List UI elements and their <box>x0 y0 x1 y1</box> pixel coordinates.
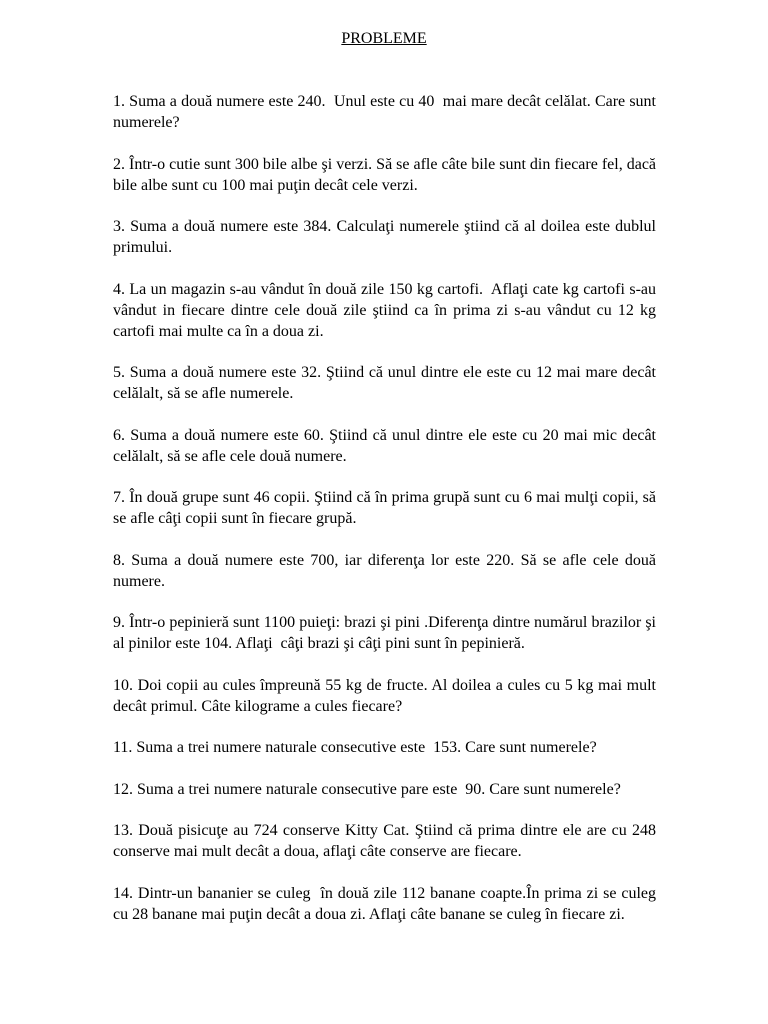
problem-10: 10. Doi copii au cules împreună 55 kg de fructe. Al doilea a cules cu 5 kg mai mult decât primul. Câte kilograme a cules fiecare? <box>113 676 660 715</box>
problem-9: 9. Într-o pepinieră sunt 1100 puieţi: brazi şi pini .Diferenţa dintre numărul brazilor şi al pinilor este 104. Aflaţi câţi brazi şi câţi pini sunt în pepinieră. <box>113 614 660 652</box>
problem-12: 12. Suma a trei numere naturale consecutive pare este 90. Care sunt numerele? <box>113 780 621 798</box>
problem-13: 13. Două pisicuţe au 724 conserve Kitty Cat. Ştiind că prima dintre ele are cu 248 conserve mai mult decât a doua, aflaţi câte conserve are fiecare. <box>113 822 660 860</box>
problem-4: 4. La un magazin s-au vândut în două zile 150 kg cartofi. Aflaţi cate kg cartofi s-au vândut in fiecare dintre cele două zile ştiind ca în prima zi s-au vândut cu 12 kg cartofi mai multe ca în a doua zi. <box>113 280 660 340</box>
problem-14: 14. Dintr-un bananier se culeg în două zile 112 banane coapte.În prima zi se culeg cu 28 banane mai puţin decât a doua zi. Aflaţi câte banane se culeg în fiecare zi. <box>113 884 660 923</box>
page-title: PROBLEME <box>341 30 427 47</box>
problem-3: 3. Suma a două numere este 384. Calculaţi numerele ştiind că al doilea este dublul primului. <box>113 218 660 256</box>
problem-2: 2. Într-o cutie sunt 300 bile albe şi verzi. Să se afle câte bile sunt din fiecare fel, dacă bile albe sunt cu 100 mai puţin decât cele verzi. <box>113 155 661 194</box>
problem-8: 8. Suma a două numere este 700, iar diferenţa lor este 220. Să se afle cele două numere. <box>113 551 660 590</box>
problem-5: 5. Suma a două numere este 32. Ştiind că unul dintre ele este cu 12 mai mare decât celălalt, să se afle numerele. <box>113 364 660 402</box>
problem-1: 1. Suma a două numere este 240. Unul este cu 40 mai mare decât celălat. Care sunt numerele? <box>113 93 660 131</box>
problem-11: 11. Suma a trei numere naturale consecutive este 153. Care sunt numerele? <box>113 739 597 756</box>
problem-6: 6. Suma a două numere este 60. Ştiind că unul dintre ele este cu 20 mai mic decât celălalt, să se afle cele două numere. <box>113 426 660 465</box>
problem-list <box>113 91 661 945</box>
problem-7: 7. În două grupe sunt 46 copii. Ştiind că în prima grupă sunt cu 6 mai mulţi copii, să se afle câţi copii sunt în fiecare grupă. <box>113 489 660 527</box>
